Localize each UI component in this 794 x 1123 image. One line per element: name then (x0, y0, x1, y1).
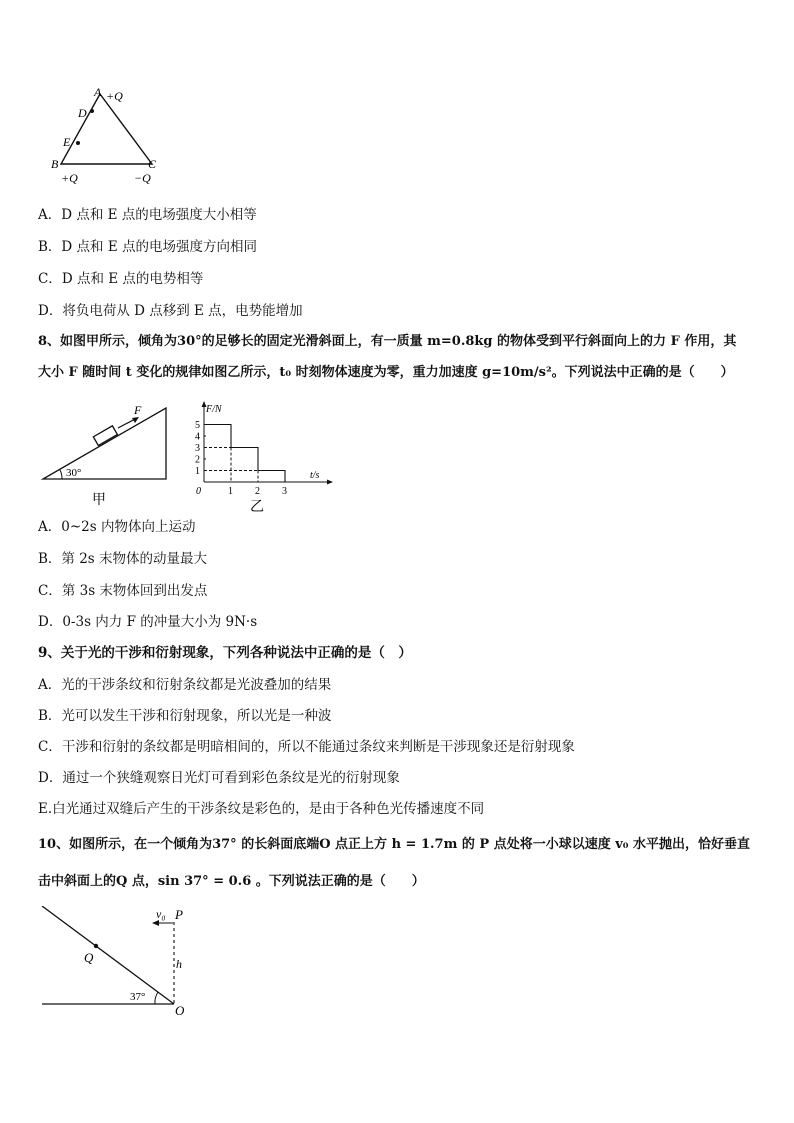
label-e: E (63, 135, 71, 149)
y-tick-label: 2 (195, 454, 200, 466)
q9-option-a: A．光的干涉条纹和衍射条纹都是光波叠加的结果 (38, 677, 332, 693)
q7-option-b: B．D 点和 E 点的电场强度方向相同 (38, 239, 257, 255)
angle-label: 30° (66, 467, 82, 479)
q7-option-a: A．D 点和 E 点的电场强度大小相等 (38, 207, 257, 223)
point-d (90, 109, 94, 113)
x-tick-label: 3 (282, 486, 287, 497)
label-d: D (78, 106, 87, 120)
q8-stem-line1: 8、如图甲所示，倾角为30°的足够长的固定光滑斜面上，有一质量 m=0.8kg 的物体受到平行斜面向上的力 F 作用，其 (38, 334, 737, 349)
q8-option-d: D．0-3s 内力 F 的冲量大小为 9N·s (38, 614, 258, 630)
q8-option-b: B．第 2s 末物体的动量最大 (38, 551, 208, 567)
label-p: P (175, 907, 183, 922)
label-c: C (148, 157, 157, 171)
angle-arc (60, 470, 62, 479)
force-step-line (204, 425, 285, 483)
q10-stem-line2: 击中斜面上的Q 点，sin 37° = 0.6 。下列说法正确的是（ ） (38, 874, 425, 889)
force-label: F (134, 403, 142, 417)
label-b: B (51, 157, 59, 171)
label-a: A (94, 85, 102, 99)
y-tick-label: 3 (195, 443, 200, 454)
q9-option-d: D．通过一个狭缝观察日光灯可看到彩色条纹是光的衍射现象 (38, 770, 400, 786)
slope-line (42, 906, 174, 1004)
label-c-charge: −Q (134, 171, 151, 185)
x-axis-arrow (327, 480, 333, 485)
label-o: O (175, 1003, 185, 1018)
caption-jia: 甲 (92, 493, 106, 508)
q10-projectile-figure (38, 906, 198, 1020)
angle-arc-37 (155, 992, 158, 1004)
q8-incline-figure (38, 400, 178, 512)
x-tick-label: 2 (255, 486, 260, 497)
q8-option-a: A．0~2s 内物体向上运动 (38, 519, 196, 535)
label-angle-37: 37° (130, 991, 146, 1003)
q7-triangle-figure (40, 84, 180, 194)
caption-yi: 乙 (250, 500, 264, 515)
label-v0: v₀ (156, 907, 166, 921)
origin-label: 0 (196, 486, 201, 497)
label-b-charge: +Q (61, 171, 78, 185)
label-a-charge: +Q (106, 89, 123, 103)
q7-option-c: C．D 点和 E 点的电势相等 (38, 271, 204, 287)
y-tick-label: 5 (195, 420, 200, 431)
q8-option-c: C．第 3s 末物体回到出发点 (38, 583, 208, 599)
y-axis-label: F/N (206, 404, 222, 415)
x-tick-label: 1 (228, 486, 233, 497)
label-h: h (176, 957, 182, 971)
point-e (76, 141, 80, 145)
x-axis-label: t/s (310, 470, 320, 481)
label-q: Q (84, 950, 94, 965)
point-q (94, 944, 98, 948)
y-tick-label: 4 (195, 431, 200, 443)
y-tick-label: 1 (195, 466, 200, 477)
triangle-abc (61, 94, 152, 164)
q7-option-d: D．将负电荷从 D 点移到 E 点，电势能增加 (38, 303, 303, 319)
q9-option-c: C．干涉和衍射的条纹都是明暗相间的，所以不能通过条纹来判断是干涉现象还是衍射现象 (38, 739, 575, 755)
incline (43, 408, 166, 479)
q10-stem-line1: 10、如图所示，在一个倾角为37° 的长斜面底端O 点正上方 h = 1.7m 的 P 点处将一小球以速度 v₀ 水平抛出，恰好垂直 (38, 837, 751, 852)
q9-option-e: E.白光通过双缝后产生的干涉条纹是彩色的，是由于各种色光传播速度不同 (38, 801, 485, 817)
q8-force-time-chart (190, 398, 340, 516)
q9-stem: 9、关于光的干涉和衍射现象，下列各种说法中正确的是（ ） (38, 645, 412, 661)
q8-stem-line2: 大小 F 随时间 t 变化的规律如图乙所示，t₀ 时刻物体速度为零，重力加速度 g=10m/s²。下列说法中正确的是（ ） (38, 365, 734, 380)
q9-option-b: B．光可以发生干涉和衍射现象，所以光是一种波 (38, 708, 332, 724)
